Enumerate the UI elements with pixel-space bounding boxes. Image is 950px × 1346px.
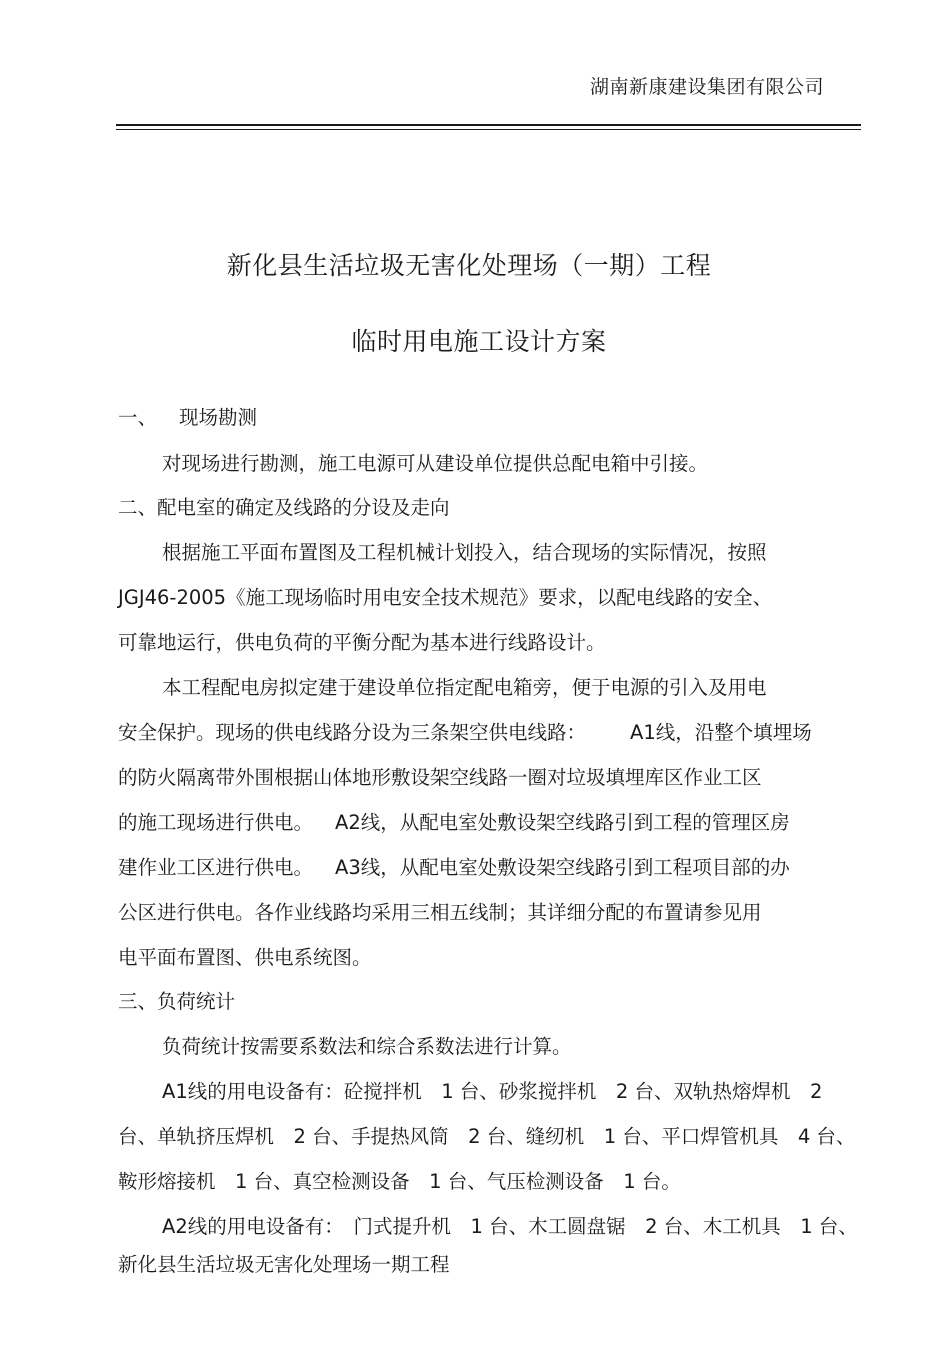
section-2-p1-line-2: JGJ46-2005《施工现场临时用电安全技术规范》要求，以配电线路的安全、: [118, 586, 773, 609]
section-2-p1-line-3: 可靠地运行，供电负荷的平衡分配为基本进行线路设计。: [118, 631, 606, 654]
section-3-paragraph: 负荷统计按需要系数法和综合系数法进行计算。: [162, 1035, 572, 1058]
header-rule-thick: [116, 124, 861, 126]
section-2-p2-line-4b: A2线，从配电室处敷设架空线路引到工程的管理区房: [335, 811, 790, 834]
header-rule-thin: [116, 129, 861, 130]
section-2-p2-line-1: 本工程配电房拟定建于建设单位指定配电箱旁，便于电源的引入及用电: [162, 676, 767, 699]
section-2-p2-line-2: [118, 721, 812, 745]
section-2-p2-line-2a: 安全保护。现场的供电线路分设为三条架空供电线路：: [118, 721, 587, 744]
document-title-line-2: 临时用电施工设计方案: [351, 327, 607, 356]
section-3-a1-line-3: 鞍形熔接机 1 台、真空检测设备 1 台、气压检测设备 1 台。: [118, 1170, 681, 1193]
section-2-p2-line-5a: 建作业工区进行供电。: [118, 856, 314, 879]
header-company: 湖南新康建设集团有限公司: [589, 76, 824, 98]
section-3-heading: 三、负荷统计: [118, 990, 236, 1013]
section-2-p2-line-5b: A3线，从配电室处敷设架空线路引到工程项目部的办: [335, 856, 790, 879]
section-2-p2-line-3: 的防火隔离带外围根据山体地形敷设架空线路一圈对垃圾填埋库区作业工区: [118, 766, 762, 789]
section-2-p2-line-6: 公区进行供电。各作业线路均采用三相五线制；其详细分配的布置请参见用: [118, 901, 762, 924]
section-3-a1-line-2: 台、单轨挤压焊机 2 台、手提热风筒 2 台、缝纫机 1 台、平口焊管机具 4 台、: [118, 1125, 856, 1148]
section-1-number: 一、: [118, 406, 158, 429]
section-2-heading: 二、配电室的确定及线路的分设及走向: [118, 496, 450, 519]
section-2-p2-line-2b: A1线，沿整个填埋场: [630, 721, 812, 744]
section-3-a2-line-1: A2线的用电设备有： 门式提升机 1 台、木工圆盘锯 2 台、木工机具 1 台、: [162, 1215, 858, 1238]
section-2-p2-line-4: [118, 811, 790, 835]
document-title-line-1: 新化县生活垃圾无害化处理场（一期）工程: [226, 251, 712, 280]
section-1-title: 现场勘测: [179, 406, 258, 429]
section-2-p2-line-4a: 的施工现场进行供电。: [118, 811, 314, 834]
section-3-a1-line-1: A1线的用电设备有：砼搅拌机 1 台、砂浆搅拌机 2 台、双轨热熔焊机 2: [162, 1080, 823, 1103]
section-2-p2-line-5: [118, 856, 790, 880]
section-1-paragraph: 对现场进行勘测，施工电源可从建设单位提供总配电箱中引接。: [162, 452, 709, 475]
section-2-p1-line-1: 根据施工平面布置图及工程机械计划投入，结合现场的实际情况，按照: [162, 541, 767, 564]
section-1-heading: [118, 406, 257, 430]
section-2-p2-line-7: 电平面布置图、供电系统图。: [118, 946, 372, 969]
footer-project-name: 新化县生活垃圾无害化处理场一期工程: [118, 1253, 450, 1276]
